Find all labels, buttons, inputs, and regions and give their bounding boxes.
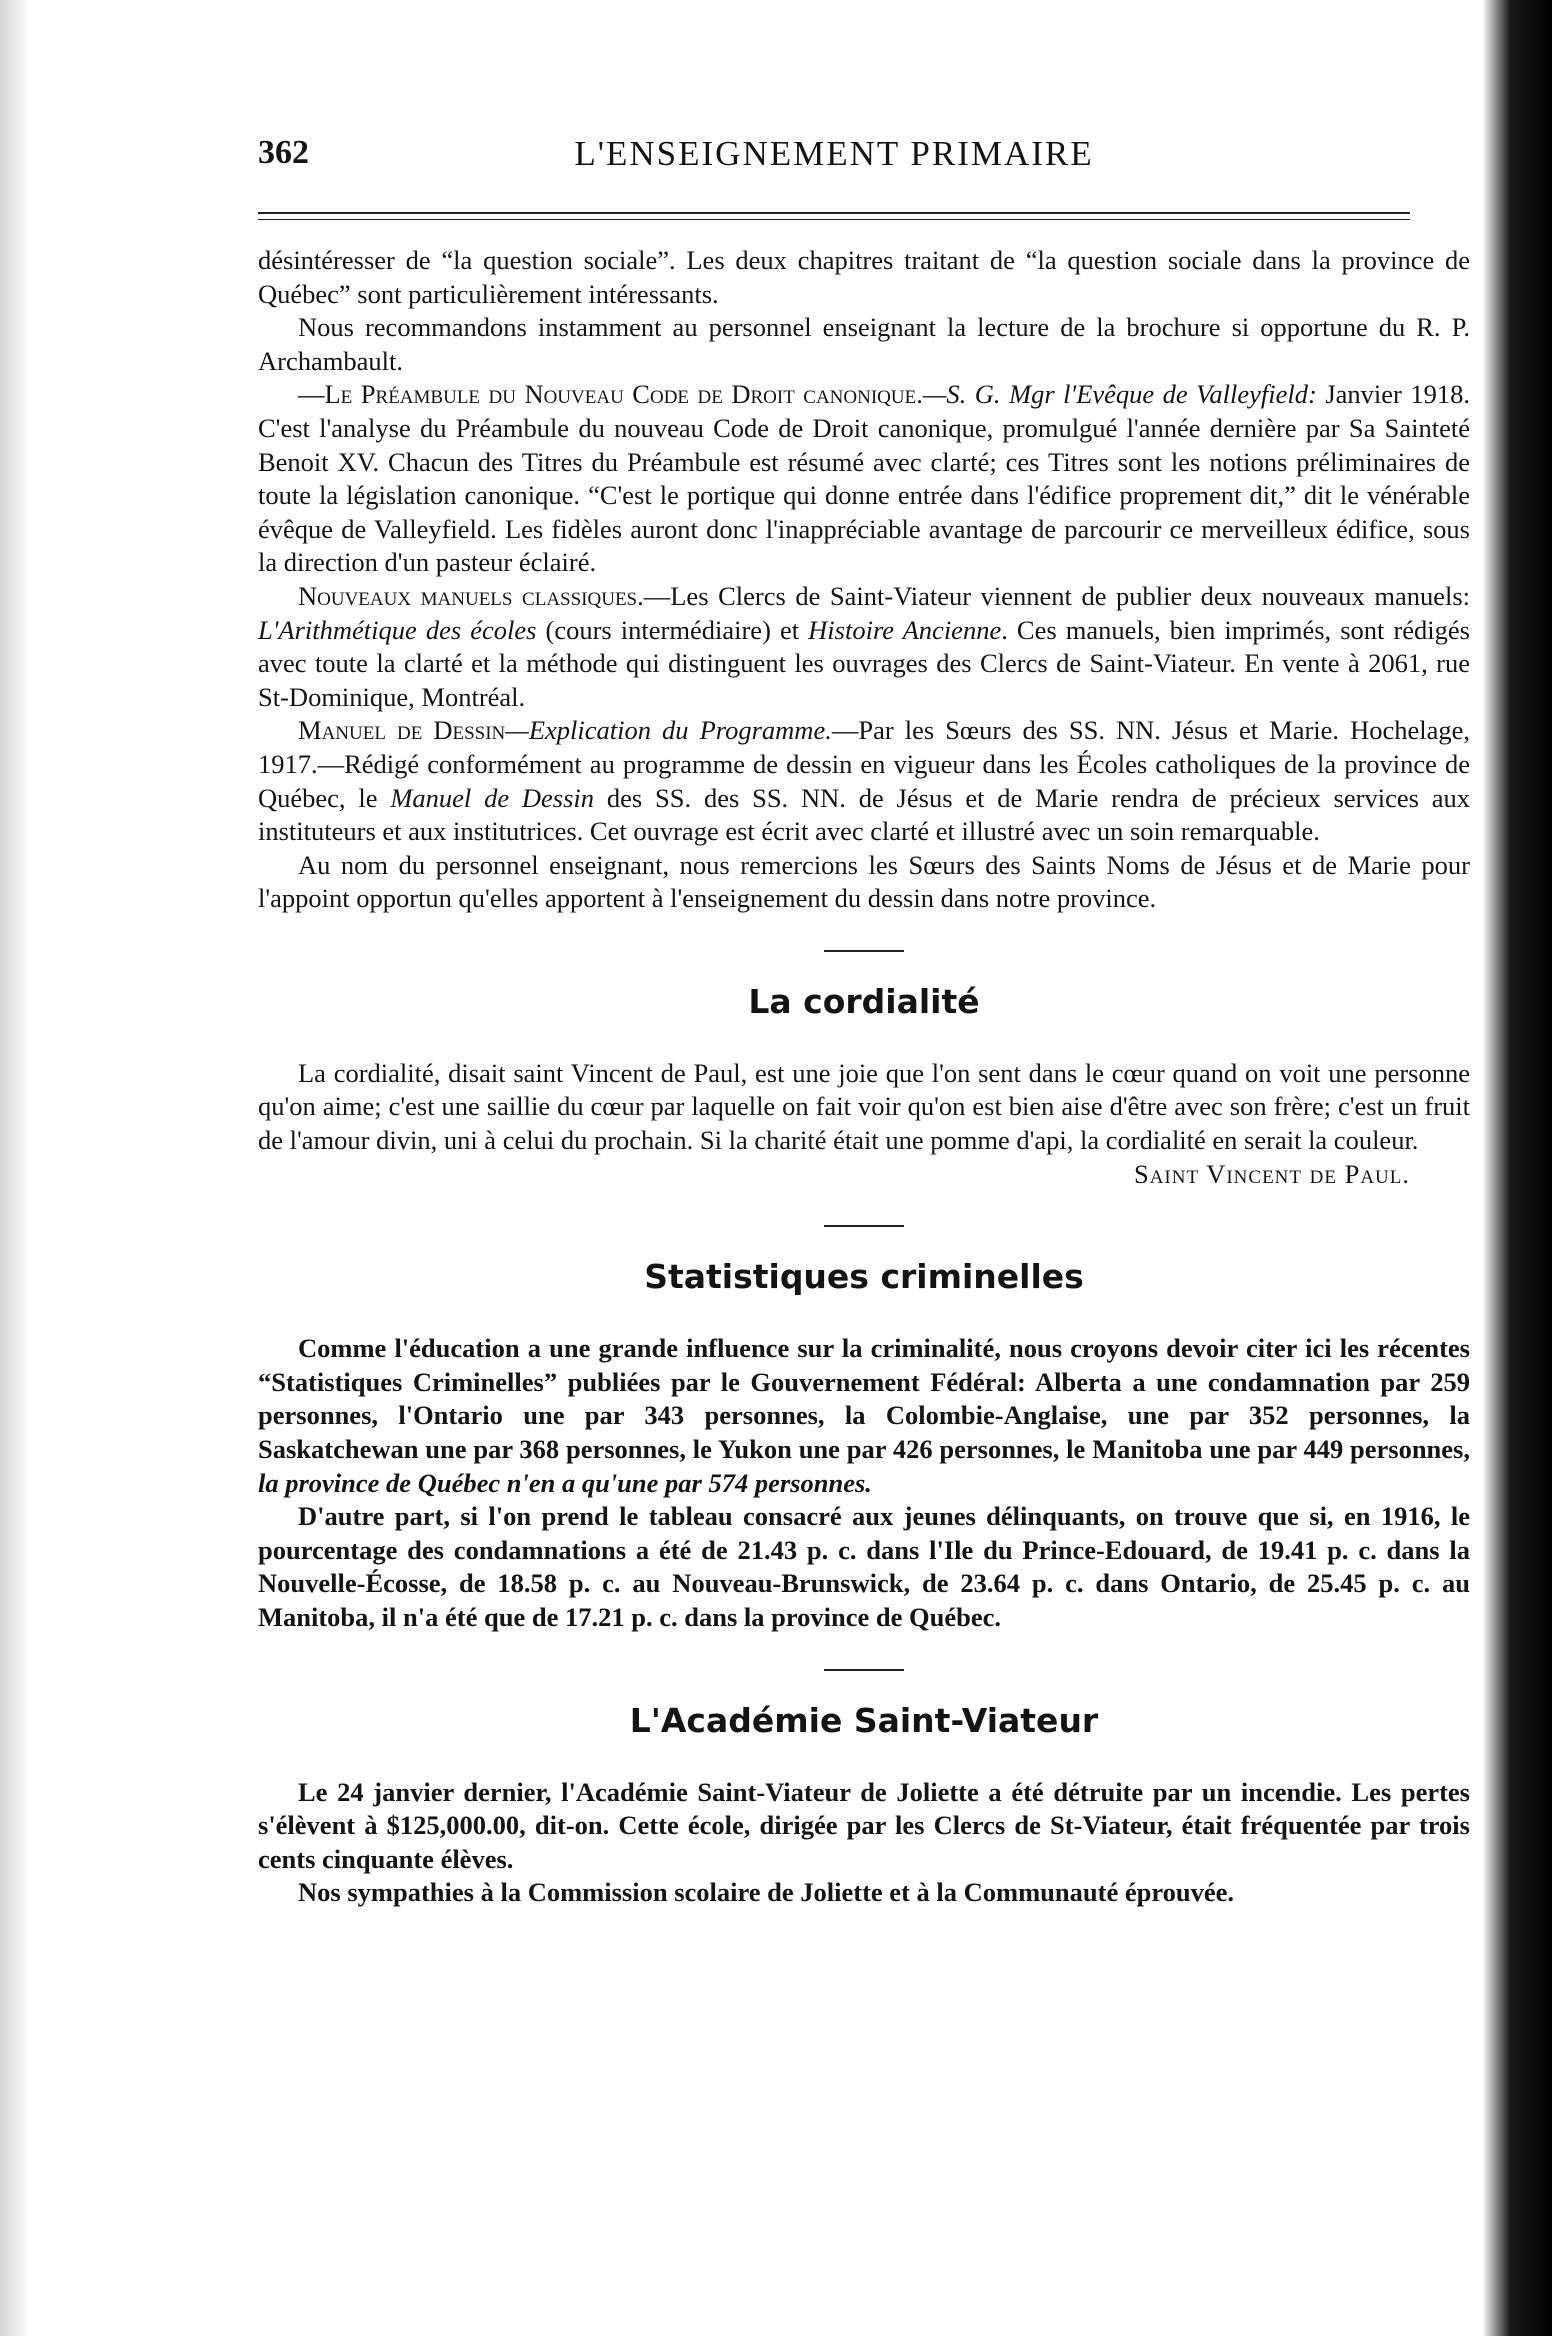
academie-paragraph-1: Le 24 janvier dernier, l'Académie Saint-Viateur de Joliette a été détruite par un incendie. Les pertes s'élèvent à $125,000.00, dit-on. Cette école, dirigée par les Clercs de St-Viateur, était fréquentée par trois cents cinquante élèves. <box>258 1776 1470 1874</box>
running-title: L'ENSEIGNEMENT PRIMAIRE <box>574 134 1094 173</box>
scan-left-edge <box>0 0 30 2336</box>
page-header <box>258 130 1470 190</box>
manuels-paragraph <box>258 580 1470 714</box>
page <box>258 130 1470 1910</box>
page-number: 362 <box>258 134 309 171</box>
cordialite-paragraph: La cordialité, disait saint Vincent de Paul, est une joie que l'on sent dans le cœur quand on voit une personne qu'on aime; c'est une saillie du cœur par laquelle on fait voir qu'on est bien aise d'être avec son frère; c'est un fruit de l'amour divin, uni à celui du prochain. Si la charité était une pomme d'api, la cordialité en serait la couleur. <box>258 1057 1470 1156</box>
intro-paragraph: désintéresser de “la question sociale”. Les deux chapitres traitant de “la question sociale dans la province de Québec” sont particulièrement intéressants. <box>258 245 1470 309</box>
dessin-lead: Manuel de Dessin <box>298 715 506 746</box>
manuels-text-3: . Ces manuels, bien imprimés, sont rédigés avec toute la clarté et la méthode qui distinguent les ouvrages des Clercs de Saint-Viateur. En vente à 2061, rue St-Dominique, Montréal. <box>258 614 1470 712</box>
academie-paragraph-2: Nos sympathies à la Commission scolaire de Joliette et à la Communauté éprouvée. <box>298 1877 1235 1908</box>
header-rule <box>258 212 1410 220</box>
academie-title: L'Académie Saint-Viateur <box>629 1700 1099 1740</box>
dessin-paragraph <box>258 714 1470 848</box>
academie-section <box>258 1776 1470 1910</box>
section-divider <box>824 1669 904 1671</box>
cordialite-section <box>258 1057 1470 1191</box>
cordialite-signature: Saint Vincent de Paul. <box>1133 1158 1410 1189</box>
scan-right-edge <box>1482 0 1552 2336</box>
preambule-lead: —Le Préambule du Nouveau Code de Droit canonique. <box>298 379 923 410</box>
statistiques-paragraph-1 <box>258 1332 1470 1500</box>
manuels-text-1: —Les Clercs de Saint-Viateur viennent de publier deux nouveaux manuels: <box>643 580 1471 611</box>
reviews-section <box>258 244 1470 916</box>
preambule-text: Janvier 1918. C'est l'analyse du Préambule du nouveau Code de Droit canonique, promulgué l'année dernière par Sa Sainteté Benoit XV. Chacun des Titres du Préambule est résumé avec clarté; ces Titres sont les notions préliminaires de toute la législation canonique. “C'est le portique qui donne entrée dans l'édifice proprement dit,” dit le vénérable évêque de Valleyfield. Les fidèles auront donc l'inappréciable avantage de parcourir ce merveilleux édifice, sous la direction d'un pasteur éclairé. <box>258 379 1470 578</box>
cordialite-title: La cordialité <box>748 981 980 1021</box>
dessin-title: Manuel de Dessin <box>390 782 595 813</box>
statistiques-italic: la province de Québec n'en a qu'une par 574 personnes. <box>258 1467 872 1498</box>
statistiques-text: Comme l'éducation a une grande influence sur la criminalité, nous croyons devoir citer ici les récentes “Statistiques Criminelles” publiées par le Gouvernement Fédéral: Alberta a une condamnation par 259 personnes, l'Ontario une par 343 personnes, la Colombie-Anglaise, une par 352 personnes, la Saskatchewan une par 368 personnes, le Yukon une par 426 personnes, le Manitoba une par 449 personnes, <box>258 1333 1470 1465</box>
section-divider <box>824 1225 904 1227</box>
manuels-title-2: Histoire Ancienne <box>808 614 1002 645</box>
dessin-text-2: des SS. des SS. NN. de Jésus et de Marie rendra de précieux services aux instituteurs et aux institutrices. Cet ouvrage est écrit avec clarté et illustré avec un soin remarquable. <box>258 782 1470 847</box>
dessin-subtitle: —Explication du Programme. <box>505 715 832 746</box>
manuels-lead: Nouveaux manuels classiques. <box>298 580 644 611</box>
section-divider <box>824 950 904 952</box>
statistiques-section <box>258 1332 1470 1634</box>
thanks-paragraph: Au nom du personnel enseignant, nous remercions les Sœurs des Saints Noms de Jésus et de Marie pour l'appoint opportun qu'elles apportent à l'enseignement du dessin dans notre province. <box>258 849 1470 914</box>
preambule-author: —S. G. Mgr l'Evêque de Valleyfield: <box>922 379 1317 410</box>
manuels-text-2: (cours intermédiaire) et <box>536 614 809 645</box>
dessin-text-1: —Par les Sœurs des SS. NN. Jésus et Marie. Hochelage, 1917.—Rédigé conformément au programme de dessin en vigueur dans les Écoles catholiques de la province de Québec, le <box>258 715 1470 813</box>
manuels-title-1: L'Arithmétique des écoles <box>258 614 537 645</box>
statistiques-paragraph-2: D'autre part, si l'on prend le tableau consacré aux jeunes délinquants, on trouve que si, en 1916, le pourcentage des condamnations a été de 21.43 p. c. dans l'Ile du Prince-Edouard, de 19.41 p. c. dans la Nouvelle-Écosse, de 18.58 p. c. au Nouveau-Brunswick, de 23.64 p. c. dans Ontario, de 25.45 p. c. au Manitoba, il n'a été que de 17.21 p. c. dans la province de Québec. <box>258 1501 1470 1632</box>
recommendation-paragraph: Nous recommandons instamment au personnel enseignant la lecture de la brochure si opportune du R. P. Archambault. <box>258 312 1470 376</box>
preambule-paragraph <box>258 378 1470 580</box>
statistiques-title: Statistiques criminelles <box>644 1257 1084 1297</box>
